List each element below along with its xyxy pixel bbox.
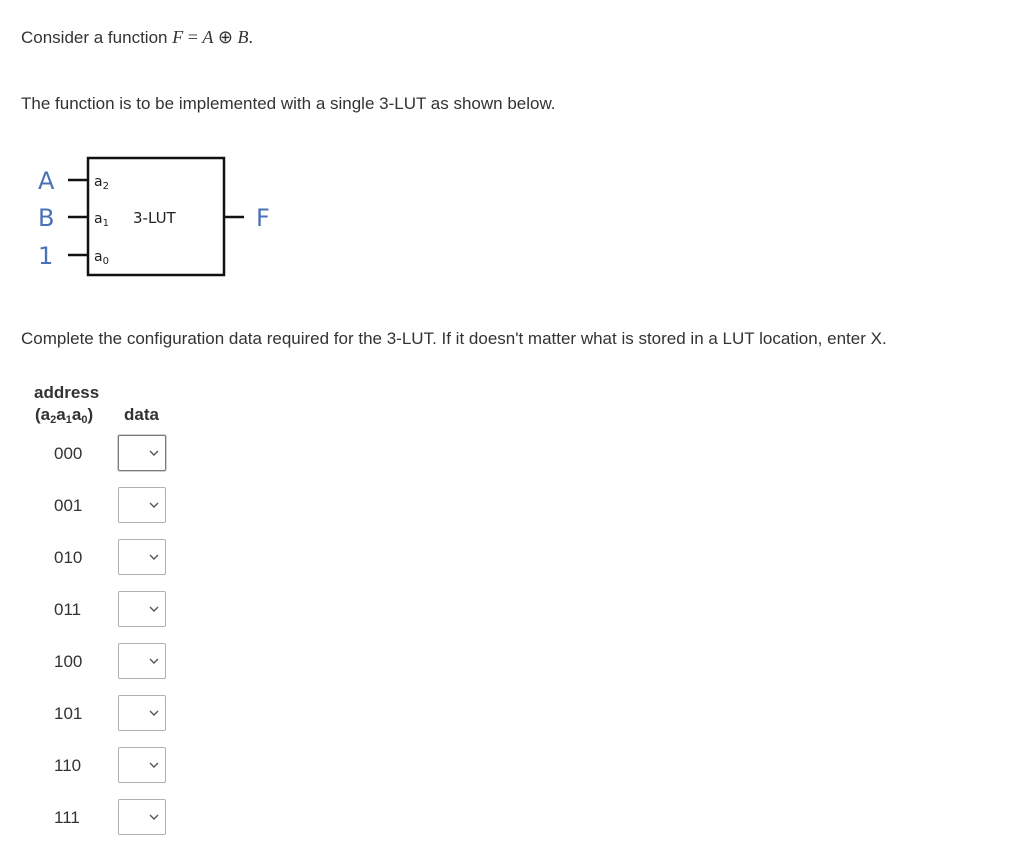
address-111: 111 — [54, 808, 80, 827]
input-label-b: B — [38, 204, 55, 232]
data-header: data — [124, 405, 159, 424]
address-subheader: $(a_2a_1a_0)$ — [35, 405, 94, 426]
function-formula: F = A ⊕ B. — [172, 27, 253, 47]
address-101: 101 — [54, 704, 83, 723]
instruction-text: Complete the configuration data required for the 3-LUT. If it doesn't matter what is stored in a LUT location, enter X. — [21, 329, 887, 348]
chevron-down-icon — [149, 606, 159, 613]
address-001: 001 — [54, 496, 83, 515]
chevron-down-icon — [149, 814, 159, 821]
pin-label-a0: $a_0$ — [94, 249, 109, 267]
lut-block-label: 3-LUT — [133, 209, 176, 227]
address-header: address — [34, 383, 100, 402]
intro-line — [21, 27, 253, 48]
data-select-000[interactable] — [118, 435, 166, 471]
data-select-010[interactable] — [118, 539, 166, 575]
chevron-down-icon — [149, 658, 159, 665]
address-010: 010 — [54, 548, 83, 567]
intro-text: Consider a function — [21, 28, 173, 47]
data-select-001[interactable] — [118, 487, 166, 523]
data-select-111[interactable] — [118, 799, 166, 835]
pin-label-a1: $a_1$ — [94, 211, 109, 229]
address-110: 110 — [54, 756, 82, 775]
chevron-down-icon — [149, 450, 159, 457]
pin-label-a2: $a_2$ — [94, 174, 109, 192]
chevron-down-icon — [149, 710, 159, 717]
data-select-011[interactable] — [118, 591, 166, 627]
implementation-text: The function is to be implemented with a single 3-LUT as shown below. — [21, 94, 556, 113]
address-011: 011 — [54, 600, 82, 619]
data-select-100[interactable] — [118, 643, 166, 679]
address-100: 100 — [54, 652, 83, 671]
lut-diagram — [30, 150, 290, 285]
chevron-down-icon — [149, 554, 159, 561]
output-label-f: F — [256, 204, 270, 232]
input-label-1: 1 — [38, 242, 54, 270]
data-select-110[interactable] — [118, 747, 166, 783]
chevron-down-icon — [149, 502, 159, 509]
chevron-down-icon — [149, 762, 159, 769]
address-000: 000 — [54, 444, 83, 463]
data-select-101[interactable] — [118, 695, 166, 731]
input-label-a: A — [38, 167, 55, 195]
